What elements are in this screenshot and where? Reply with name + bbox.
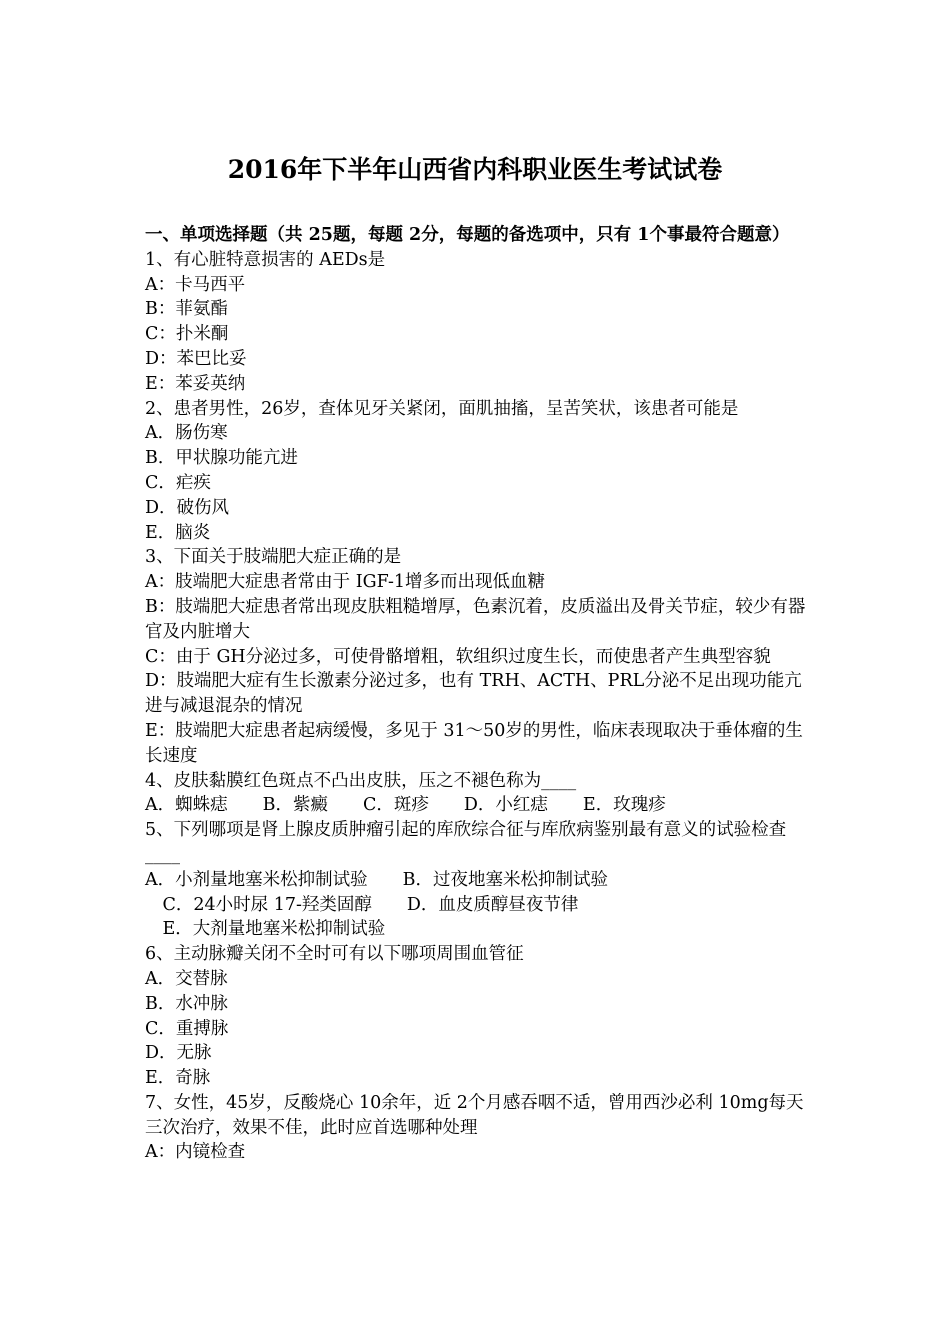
text-line: B：肢端肥大症患者常出现皮肤粗糙增厚，色素沉着，皮质溢出及骨关节症，较少有器官及内脏增大 [145,596,806,642]
text-line: A．交替脉 [145,968,228,989]
text-line: A：内镜检查 [145,1142,246,1163]
text-line: C：扑米酮 [145,324,229,345]
text-line: D．无脉 [145,1043,212,1064]
text-line: 7、女性，45岁，反酸烧心 10余年，近 2个月感吞咽不适，曾用西沙必利 10mg每天三次治疗，效果不佳，此时应首选哪种处理 [145,1092,804,1138]
text-line: B．水冲脉 [145,993,228,1014]
text-line: D：苯巴比妥 [145,348,247,369]
text-line: A．蜘蛛痣 B．紫癜 C．斑疹 D．小红痣 E．玫瑰疹 [145,795,666,816]
text-line: C：由于 GH分泌过多，可使骨骼增粗，软组织过度生长，而使患者产生典型容貌 [145,646,771,667]
text-line: 1、有心脏特意损害的 AEDs是 [145,249,386,270]
text-line: A：卡马西平 [145,274,246,295]
text-line: E．奇脉 [145,1068,211,1089]
text-line: C．疟疾 [145,472,211,493]
text-line: E．大剂量地塞米松抑制试验 [145,919,386,940]
text-line: 6、主动脉瓣关闭不全时可有以下哪项周围血管征 [145,944,524,965]
text-line: B．甲状腺功能亢进 [145,448,298,469]
text-line: 4、皮肤黏膜红色斑点不凸出皮肤，压之不褪色称为____ [145,770,577,791]
text-line: 3、下面关于肢端肥大症正确的是 [145,547,402,568]
text-line: E：肢端肥大症患者起病缓慢，多见于 31～50岁的男性，临床表现取决于垂体瘤的生长速度 [145,720,803,766]
text-line: E．脑炎 [145,522,211,543]
text-line: D．破伤风 [145,497,230,518]
question-list [145,248,810,1165]
text-line: 2、患者男性，26岁，查体见牙关紧闭，面肌抽搐，呈苦笑状，该患者可能是 [145,398,739,419]
document-body [145,223,810,1165]
document-title: 2016年下半年山西省内科职业医生考试试卷 [227,155,723,184]
text-line: A．小剂量地塞米松抑制试验 B．过夜地塞米松抑制试验 [145,869,608,890]
text-line: A．肠伤寒 [145,423,228,444]
text-line: A：肢端肥大症患者常由于 IGF-1增多而出现低血糖 [145,572,545,593]
text-line: C．24小时尿 17-羟类固醇 D．血皮质醇昼夜节律 [145,894,579,915]
text-line: E：苯妥英纳 [145,373,246,394]
section-heading: 一、单项选择题（共 25题，每题 2分，每题的备选项中，只有 1个事最符合题意） [145,225,790,245]
text-line: C．重搏脉 [145,1018,229,1039]
text-line: B：菲氨酯 [145,299,228,320]
text-line: D：肢端肥大症有生长激素分泌过多，也有 TRH、ACTH、PRL分泌不足出现功能亢进与减退混杂的情况 [145,671,802,717]
text-line: 5、下列哪项是肾上腺皮质肿瘤引起的库欣综合征与库欣病鉴别最有意义的试验检查____ [145,820,787,865]
